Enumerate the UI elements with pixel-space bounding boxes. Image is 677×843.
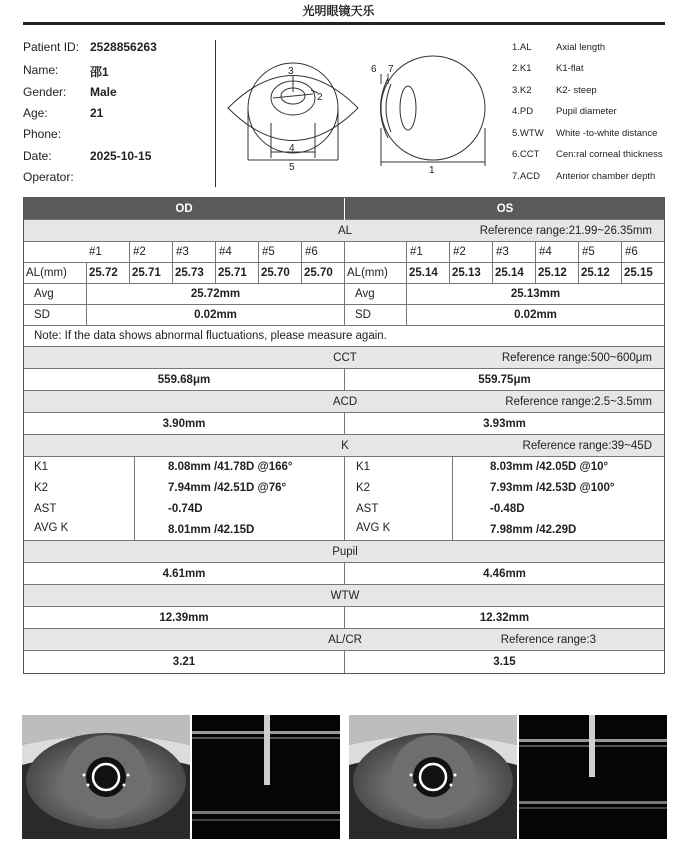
- al-note-row: [24, 326, 664, 347]
- operator-label: Operator:: [23, 170, 74, 184]
- os-header: OS: [344, 198, 665, 220]
- k-col-divider: [134, 457, 135, 541]
- name-label: Name:: [23, 63, 59, 77]
- os-col-2: #2: [449, 242, 492, 262]
- pupil-values-row: [24, 563, 664, 585]
- al-values-row: [24, 263, 664, 284]
- legend-desc: Anterior chamber depth: [556, 171, 656, 182]
- eyeball-circle: [381, 56, 485, 160]
- os-k1-label: K1: [356, 461, 371, 473]
- diagram-label-1: 1: [429, 165, 435, 176]
- os-avgk-value: 7.98mm /42.29D: [490, 524, 577, 536]
- os-alcr-value: 3.15: [344, 651, 664, 673]
- legend-key: 4.PD: [512, 106, 534, 117]
- os-avg-value: 25.13mm: [406, 284, 664, 304]
- od-al-value: 25.71: [215, 263, 258, 283]
- k-values-block: [24, 457, 664, 541]
- acd-reference: Reference range:2.5~3.5mm: [505, 396, 652, 408]
- od-k2-value: 7.94mm /42.51D @76°: [168, 482, 287, 494]
- legend-desc: Pupil diameter: [556, 106, 617, 117]
- os-cct-value: 559.75μm: [344, 369, 664, 391]
- od-wtw-value: 12.39mm: [159, 612, 209, 624]
- legend-key: 6.CCT: [512, 149, 540, 160]
- legend-key: 1.AL: [512, 42, 532, 53]
- od-avgk-label: AVG K: [34, 522, 69, 534]
- al-avg-row: [24, 284, 664, 305]
- al-columns-row: [24, 242, 664, 263]
- od-avg-value: 25.72mm: [86, 284, 344, 304]
- name-value: 邵1: [90, 65, 109, 79]
- cct-values-row: [24, 369, 664, 391]
- alcr-title: AL/CR: [328, 634, 362, 646]
- acd-title: ACD: [332, 396, 358, 408]
- date-value: 2025-10-15: [90, 149, 152, 163]
- gender-label: Gender:: [23, 85, 67, 99]
- os-ast-label: AST: [356, 503, 379, 515]
- legend-desc: K1-flat: [556, 63, 584, 74]
- os-avgk-label: AVG K: [356, 522, 391, 534]
- legend-key: 3.K2: [512, 85, 532, 96]
- os-al-value: 25.14: [406, 263, 449, 283]
- od-al-value: 25.73: [172, 263, 215, 283]
- od-sd-label: SD: [34, 309, 50, 321]
- legend-desc: Cen:ral corneal thickness: [556, 149, 663, 160]
- k-reference: Reference range:39~45D: [522, 440, 652, 452]
- od-k2-label: K2: [34, 482, 49, 494]
- pupil-title: Pupil: [332, 546, 358, 558]
- k-title: K: [341, 440, 349, 452]
- od-al-value: 25.70: [301, 263, 344, 283]
- os-sd-value: 0.02mm: [406, 305, 664, 325]
- os-k1-value: 8.03mm /42.05D @10°: [490, 461, 609, 473]
- diagram-label-4: 4: [289, 143, 295, 154]
- alcr-values-row: [24, 651, 664, 673]
- od-header: OD: [175, 203, 193, 215]
- alcr-reference: Reference range:3: [500, 634, 596, 646]
- od-eye-photo: [22, 715, 190, 839]
- os-pupil-value: 4.46mm: [344, 563, 664, 585]
- od-k1-label: K1: [34, 461, 49, 473]
- gender-value: Male: [90, 85, 117, 99]
- report-title: 光明眼镜天乐: [302, 4, 375, 18]
- info-divider: [215, 40, 216, 187]
- legend-desc: Axial length: [556, 42, 606, 53]
- wtw-values-row: [24, 607, 664, 629]
- od-pupil-value: 4.61mm: [162, 568, 206, 580]
- legend-desc: White -to-white distance: [556, 128, 658, 139]
- os-al-value: 25.12: [535, 263, 578, 283]
- k-mid-divider: [344, 457, 345, 541]
- cct-reference: Reference range:500~600μm: [501, 352, 652, 364]
- os-al-value: 25.14: [492, 263, 535, 283]
- results-table: [23, 197, 665, 674]
- age-value: 21: [90, 106, 104, 120]
- od-cct-value: 559.68μm: [157, 374, 211, 386]
- os-col-1: #1: [406, 242, 449, 262]
- diagram-label-3: 3: [288, 66, 294, 77]
- eye-header-row: [24, 198, 664, 220]
- od-col-6: #6: [301, 242, 344, 262]
- patient-id-value: 2528856263: [90, 40, 157, 54]
- al-note: Note: If the data shows abnormal fluctuations, please measure again.: [34, 330, 387, 342]
- os-al-label: AL(mm): [344, 263, 406, 283]
- od-ast-value: -0.74D: [168, 503, 203, 515]
- os-k2-label: K2: [356, 482, 371, 494]
- k-col-divider: [452, 457, 453, 541]
- os-col-6: #6: [621, 242, 664, 262]
- pupil-section-header: [24, 541, 664, 563]
- legend-key: 2.K1: [512, 63, 532, 74]
- legend-key: 7.ACD: [512, 171, 540, 182]
- os-col-5: #5: [578, 242, 621, 262]
- os-k2-value: 7.93mm /42.53D @100°: [490, 482, 615, 494]
- al-reference: Reference range:21.99~26.35mm: [479, 225, 652, 237]
- wtw-section-header: [24, 585, 664, 607]
- eye-diagram: [223, 48, 493, 178]
- patient-id-label: Patient ID:: [23, 40, 80, 54]
- cct-section-header: [24, 347, 664, 369]
- title-divider: [23, 22, 665, 25]
- al-sd-row: [24, 305, 664, 326]
- alcr-section-header: [24, 629, 664, 651]
- os-ast-value: -0.48D: [490, 503, 525, 515]
- al-title: AL: [337, 225, 353, 237]
- os-scan-images: [349, 715, 667, 839]
- od-col-4: #4: [215, 242, 258, 262]
- od-oct-scan: [192, 715, 340, 839]
- os-al-value: 25.12: [578, 263, 621, 283]
- cct-title: CCT: [333, 352, 357, 364]
- od-avg-label: Avg: [34, 288, 54, 300]
- od-avgk-value: 8.01mm /42.15D: [168, 524, 255, 536]
- date-label: Date:: [23, 149, 52, 163]
- phone-label: Phone:: [23, 127, 62, 141]
- os-acd-value: 3.93mm: [344, 413, 664, 435]
- age-label: Age:: [23, 106, 48, 120]
- od-sd-value: 0.02mm: [86, 305, 344, 325]
- os-sd-label: SD: [344, 305, 406, 325]
- acd-section-header: [24, 391, 664, 413]
- os-wtw-value: 12.32mm: [344, 607, 664, 629]
- wtw-title: WTW: [330, 590, 360, 602]
- os-col-4: #4: [535, 242, 578, 262]
- os-al-value: 25.13: [449, 263, 492, 283]
- os-avg-label: Avg: [344, 284, 406, 304]
- od-al-value: 25.72: [86, 263, 129, 283]
- al-section-header: [24, 220, 664, 242]
- od-al-value: 25.70: [258, 263, 301, 283]
- legend-desc: K2- steep: [556, 85, 597, 96]
- lens-shape: [400, 86, 416, 130]
- os-oct-scan: [519, 715, 667, 839]
- od-acd-value: 3.90mm: [162, 418, 206, 430]
- od-col-2: #2: [129, 242, 172, 262]
- os-eye-photo: [349, 715, 517, 839]
- od-al-value: 25.71: [129, 263, 172, 283]
- diagram-label-2: 2: [317, 92, 323, 103]
- acd-values-row: [24, 413, 664, 435]
- od-scan-images: [22, 715, 340, 839]
- diagram-label-7: 7: [388, 64, 394, 75]
- diagram-label-6: 6: [371, 64, 377, 75]
- od-col-5: #5: [258, 242, 301, 262]
- od-col-1: #1: [89, 246, 102, 258]
- diagram-label-5: 5: [289, 162, 295, 173]
- od-al-label: AL(mm): [26, 267, 67, 279]
- od-col-3: #3: [172, 242, 215, 262]
- legend-key: 5.WTW: [512, 128, 544, 139]
- od-k1-value: 8.08mm /41.78D @166°: [168, 461, 293, 473]
- os-al-value: 25.15: [621, 263, 664, 283]
- od-ast-label: AST: [34, 503, 57, 515]
- os-col-3: #3: [492, 242, 535, 262]
- os-col-spacer: [344, 242, 406, 263]
- k-section-header: [24, 435, 664, 457]
- od-alcr-value: 3.21: [172, 656, 196, 668]
